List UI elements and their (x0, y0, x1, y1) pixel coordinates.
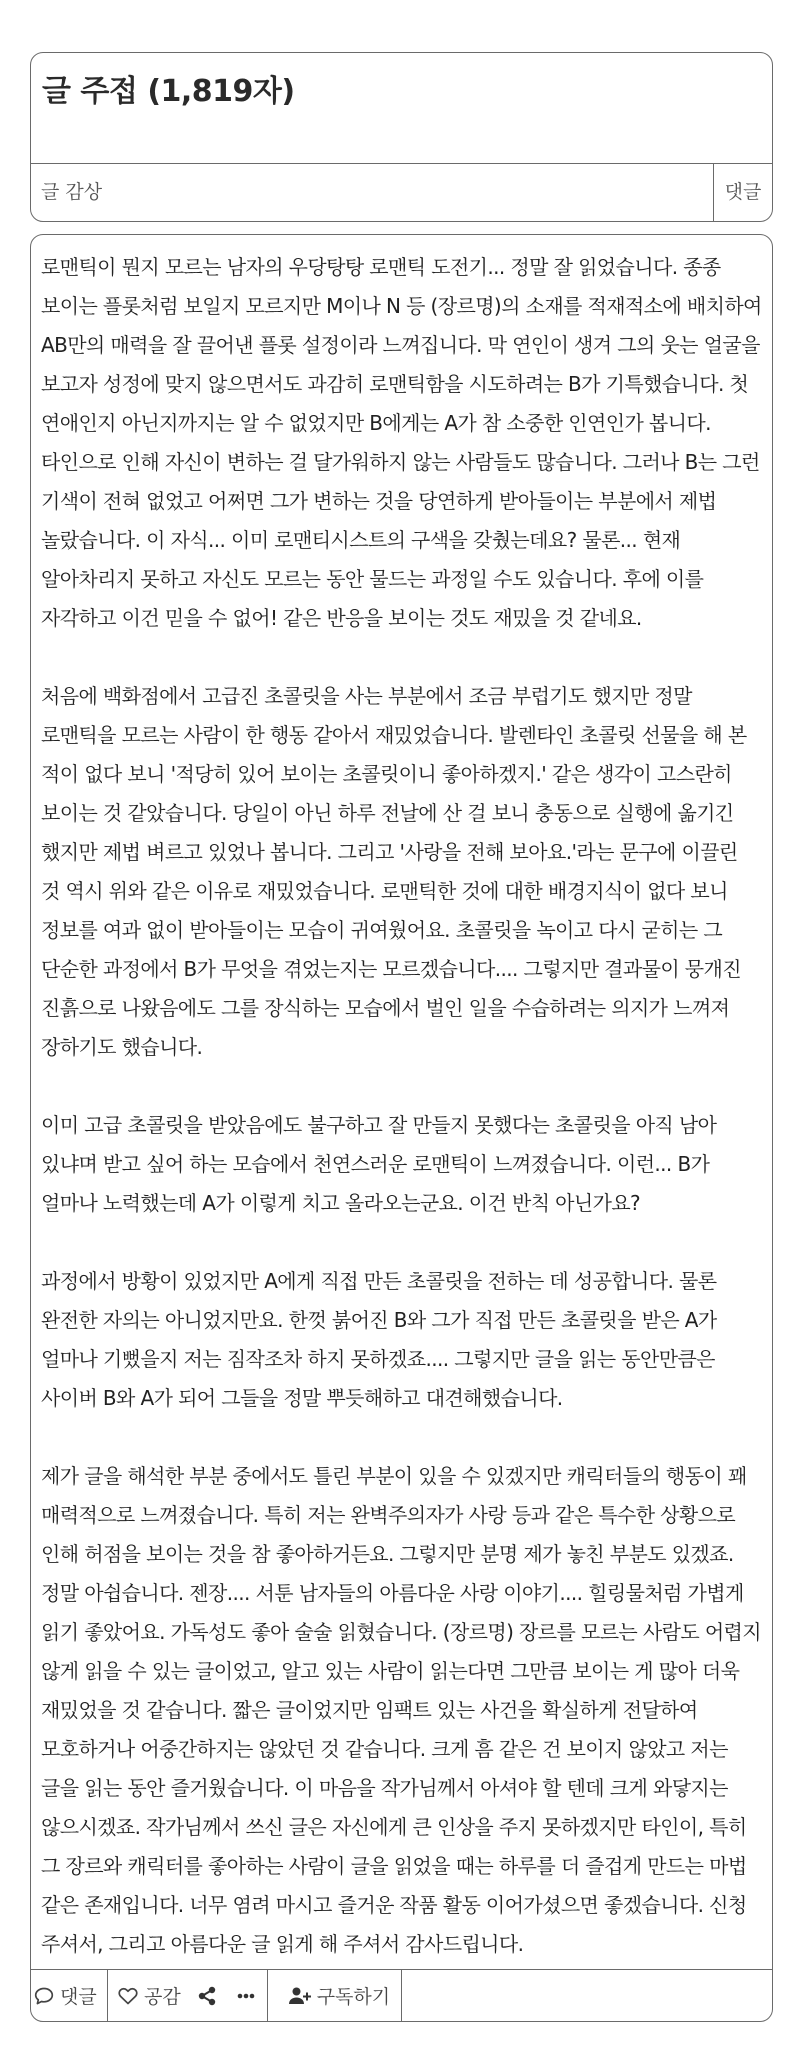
like-button[interactable] (108, 1970, 189, 2021)
comment-button[interactable] (31, 1970, 108, 2021)
more-icon (237, 1993, 255, 1999)
user-plus-icon (288, 1986, 312, 2006)
speech-bubble-icon (33, 1986, 55, 2006)
post-title: 글 주접 (1,819자) (42, 74, 295, 109)
post-category: 글 감상 (31, 164, 714, 221)
subscribe-button[interactable] (268, 1970, 402, 2021)
post-action-bar (31, 1969, 772, 2021)
share-icon (197, 1986, 217, 2006)
review-paragraph: 이미 고급 초콜릿을 받았음에도 불구하고 잘 만들지 못했다는 초콜릿을 아직 남아 있냐며 받고 싶어 하는 모습에서 천연스러운 로맨틱이 느껴졌습니다. 이런... B가 얼마나 노력했는데 A가 이렇게 치고 올라오는군요. 이건 반칙 아닌가요? (41, 1113, 717, 1215)
post-body-card (30, 234, 773, 2022)
more-button[interactable] (223, 1970, 268, 2021)
header-meta-row (31, 164, 772, 221)
review-paragraph: 로맨틱이 뭔지 모르는 남자의 우당탕탕 로맨틱 도전기... 정말 잘 읽었습니다. 종종 보이는 플롯처럼 보일지 모르지만 M이나 N 등 (장르명)의 소재를 적재적소에 배치하여 AB만의 매력을 잘 끌어낸 플롯 설정이라 느껴집니다. 막 연인이 생겨 그의 웃는 얼굴을 보고자 성정에 맞지 않으면서도 과감히 로맨틱함을 시도하려는 B가 기특했습니다. 첫 연애인지 아닌지까지는 알 수 없었지만 B에게는 A가 참 소중한 인연인가 봅니다. 타인으로 인해 자신이 변하는 걸 달가워하지 않는 사람들도 많습니다. 그러나 B는 그런 기색이 전혀 없었고 어쩌면 그가 변하는 것을 당연하게 받아들이는 부분에서 제법 놀랐습니다. 이 자식... 이미 로맨티시스트의 구색을 갖췄는데요? 물론... 현재 알아차리지 못하고 자신도 모르는 동안 물드는 과정일 수도 있습니다. 후에 이를 자각하고 이건 믿을 수 없어! 같은 반응을 보이는 것도 재밌을 것 같네요. (41, 255, 762, 630)
header-comments-link[interactable]: 댓글 (724, 181, 762, 203)
review-text (31, 235, 772, 1964)
review-paragraph: 과정에서 방황이 있었지만 A에게 직접 만든 초콜릿을 전하는 데 성공합니다. 물론 완전한 자의는 아니었지만요. 한껏 붉어진 B와 그가 직접 만든 초콜릿을 받은 A가 얼마나 기뻤을지 저는 짐작조차 하지 못하겠죠.... 그렇지만 글을 읽는 동안만큼은 사이버 B와 A가 되어 그들을 정말 뿌듯해하고 대견해했습니다. (41, 1269, 717, 1410)
heart-icon (117, 1986, 139, 2006)
comment-label: 댓글 (60, 1986, 97, 2008)
review-paragraph: 처음에 백화점에서 고급진 초콜릿을 사는 부분에서 조금 부럽기도 했지만 정말 로맨틱을 모르는 사람이 한 행동 같아서 재밌었습니다. 발렌타인 초콜릿 선물을 해 본 적이 없다 보니 '적당히 있어 보이는 초콜릿이니 좋아하겠지.' 같은 생각이 고스란히 보이는 것 같았습니다. 당일이 아닌 하루 전날에 산 걸 보니 충동으로 실행에 옮기긴 했지만 제법 벼르고 있었나 봅니다. 그리고 '사랑을 전해 보아요.'라는 문구에 이끌린 것 역시 위와 같은 이유로 재밌었습니다. 로맨틱한 것에 대한 배경지식이 없다 보니 정보를 여과 없이 받아들이는 모습이 귀여웠어요. 초콜릿을 녹이고 다시 굳히는 그 단순한 과정에서 B가 무엇을 겪었는지는 모르겠습니다.... 그렇지만 결과물이 뭉개진 진흙으로 나왔음에도 그를 장식하는 모습에서 벌인 일을 수습하려는 의지가 느껴져 장하기도 했습니다. (41, 684, 747, 1059)
like-label: 공감 (144, 1986, 181, 2008)
post-header-card (30, 52, 773, 222)
share-button[interactable] (189, 1970, 223, 2021)
title-area (31, 53, 772, 164)
subscribe-label: 구독하기 (316, 1986, 391, 2008)
review-paragraph: 제가 글을 해석한 부분 중에서도 틀린 부분이 있을 수 있겠지만 캐릭터들의 행동이 꽤 매력적으로 느껴졌습니다. 특히 저는 완벽주의자가 사랑 등과 같은 특수한 상황으로 인해 허점을 보이는 것을 참 좋아하거든요. 그렇지만 분명 제가 놓친 부분도 있겠죠. 정말 아쉽습니다. 젠장.... 서툰 남자들의 아름다운 사랑 이야기.... 힐링물처럼 가볍게 읽기 좋았어요. 가독성도 좋아 술술 읽혔습니다. (장르명) 장르를 모르는 사람도 어렵지 않게 읽을 수 있는 글이었고, 알고 있는 사람이 읽는다면 그만큼 보이는 게 많아 더욱 재밌었을 것 같습니다. 짧은 글이었지만 임팩트 있는 사건을 확실하게 전달하여 모호하거나 어중간하지는 않았던 것 같습니다. 크게 흠 같은 건 보이지 않았고 저는 글을 읽는 동안 즐거웠습니다. 이 마음을 작가님께서 아셔야 할 텐데 크게 와닿지는 않으시겠죠. 작가님께서 쓰신 글은 자신에게 큰 인상을 주지 못하겠지만 타인이, 특히 그 장르와 캐릭터를 좋아하는 사람이 글을 읽었을 때는 하루를 더 즐겁게 만드는 마법 같은 존재입니다. 너무 염려 마시고 즐거운 작품 활동 이어가셨으면 좋겠습니다. 신청 주셔서, 그리고 아름다운 글 읽게 해 주셔서 감사드립니다. (41, 1464, 761, 1956)
